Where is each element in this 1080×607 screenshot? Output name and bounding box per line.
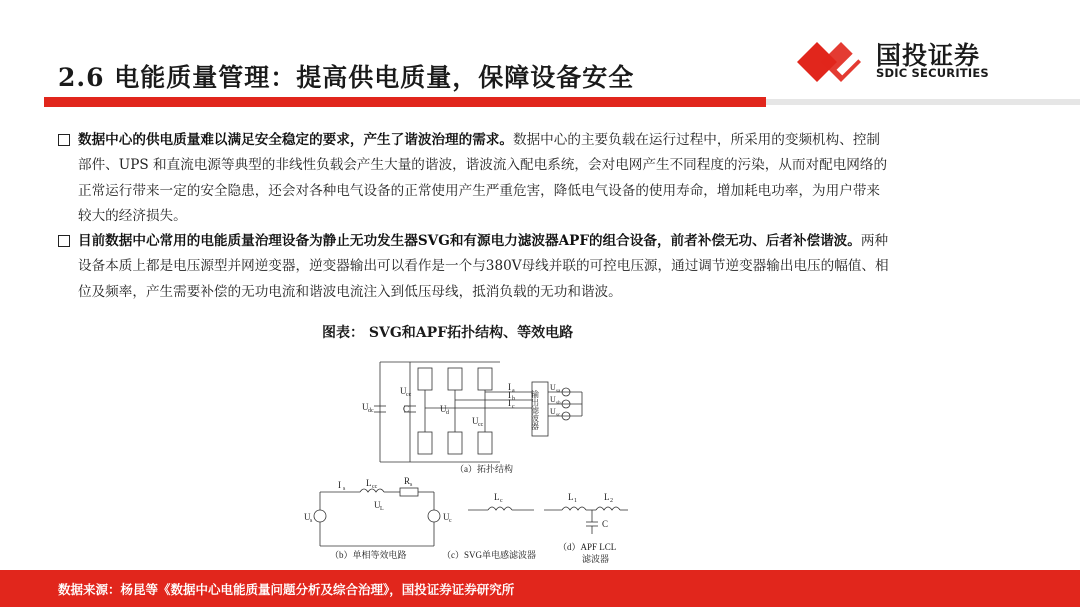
label-uc: U [550, 407, 556, 416]
paragraph-lead: 数据中心的供电质量难以满足安全稳定的要求，产生了谐波治理的需求。 [78, 132, 513, 148]
caption-d1: （d）APF LCL [558, 542, 617, 552]
caption-a: （a）拓扑结构 [455, 464, 513, 474]
svg-filter-diagram [468, 507, 534, 510]
bullet-paragraph-2 [58, 229, 1018, 305]
logo-name-en: SDIC SECURITIES [876, 66, 989, 80]
square-bullet-icon [58, 235, 70, 247]
label-us-sub: s [310, 518, 313, 524]
label-rs-sub: s [410, 482, 413, 488]
source-note: 数据来源：杨昆等《数据中心电能质量问题分析及综合治理》，国投证券证券研究所 [58, 582, 515, 597]
label-l1: L [568, 492, 574, 502]
label-ucc2: U [472, 416, 479, 426]
label-uc-eq: U [443, 512, 450, 522]
caption-b: （b）单相等效电路 [330, 550, 407, 560]
label-is-sub: s [343, 486, 346, 492]
label-udc-sub: dc [368, 408, 374, 414]
paragraph-lead: 目前数据中心常用的电能质量治理设备为静止无功发生器SVG和有源电力滤波器APF的组合设备，前者补偿无功、后者补偿谐波。 [78, 233, 861, 249]
label-ul: U [374, 500, 381, 510]
label-ua-sub: sa [556, 389, 561, 394]
paragraph-line: 设备本质上都是电压源型并网逆变器，逆变器输出可以看作是一个与380V母线并联的可控电压源，通过调节逆变器输出电压的幅值、相 [78, 258, 889, 275]
label-ud-sub: d [446, 410, 449, 416]
title-underline-gray [766, 99, 1080, 105]
label-ls-sub: cc [372, 484, 378, 490]
caption-c: （c）SVG单电感滤波器 [442, 550, 536, 560]
label-ucc1: U [400, 386, 407, 396]
label-ic: I [508, 398, 511, 408]
paragraph-line [78, 128, 1018, 153]
square-bullet-icon [58, 134, 70, 146]
figure-title: 图表： SVG和APF拓扑结构、等效电路 [322, 325, 574, 341]
caption-d2: 滤波器 [582, 554, 610, 564]
paragraph-line: 较大的经济损失。 [78, 207, 187, 224]
label-l2: L [604, 492, 610, 502]
label-udc: U [362, 402, 369, 412]
page-title: 2.6 电能质量管理：提高供电质量，保障设备安全 [58, 63, 635, 92]
paragraph-line [78, 229, 1018, 254]
label-cap: C [403, 404, 410, 414]
circuit-figure [300, 350, 630, 570]
label-ib-sub: b [512, 396, 515, 402]
label-ucc1-sub: cc [406, 392, 412, 398]
label-ud: U [440, 404, 447, 414]
label-l2-sub: 2 [610, 498, 613, 504]
paragraph-line: 正常运行带来一定的安全隐患，还会对各种电气设备的正常使用产生严重危害，降低电气设备的使用寿命，增加耗电功率，为用户带来 [78, 182, 881, 199]
paragraph-line: 部件、UPS 和直流电源等典型的非线性负载会产生大量的谐波，谐波流入配电系统，会对电网产生不同程度的污染，从而对配电网络的 [78, 157, 888, 174]
label-l1-sub: 1 [574, 498, 577, 504]
label-ic-sub: c [512, 404, 515, 410]
label-ub: U [550, 395, 556, 404]
label-lc-sub: c [500, 498, 503, 504]
logo-diamond-icon [797, 42, 863, 82]
bullet-paragraph-1 [58, 128, 1018, 229]
label-uc-sub: sc [556, 413, 561, 418]
equivalent-circuit [314, 488, 440, 546]
label-ib: I [508, 390, 511, 400]
label-uc-eq-sub: c [449, 518, 452, 524]
label-lc: L [494, 492, 500, 502]
title-underline-red [44, 97, 766, 107]
label-ua: U [550, 383, 556, 392]
label-is: I [338, 480, 341, 490]
label-c-lcl: C [602, 519, 609, 529]
label-ub-sub: sb [556, 401, 561, 406]
label-ucc2-sub: cc [478, 422, 484, 428]
apf-lcl-diagram [544, 507, 628, 534]
label-ul-sub: L [380, 506, 384, 512]
label-ls: L [366, 478, 372, 488]
label-ia: I [508, 382, 511, 392]
paragraph-line-rest: 数据中心的主要负载在运行过程中，所采用的变频机构、控制 [513, 132, 881, 148]
logo-name-cn: 国投证券 [876, 41, 981, 70]
label-rs: R [404, 476, 411, 486]
label-us: U [304, 512, 311, 522]
paragraph-line: 位及频率，产生需要补偿的无功电流和谐波电流注入到低压母线，抵消负载的无功和谐波。 [78, 283, 622, 300]
paragraph-line-rest: 两种 [860, 233, 889, 249]
label-filter-box: 输出滤波器 [530, 390, 540, 430]
label-ia-sub: a [512, 388, 515, 394]
